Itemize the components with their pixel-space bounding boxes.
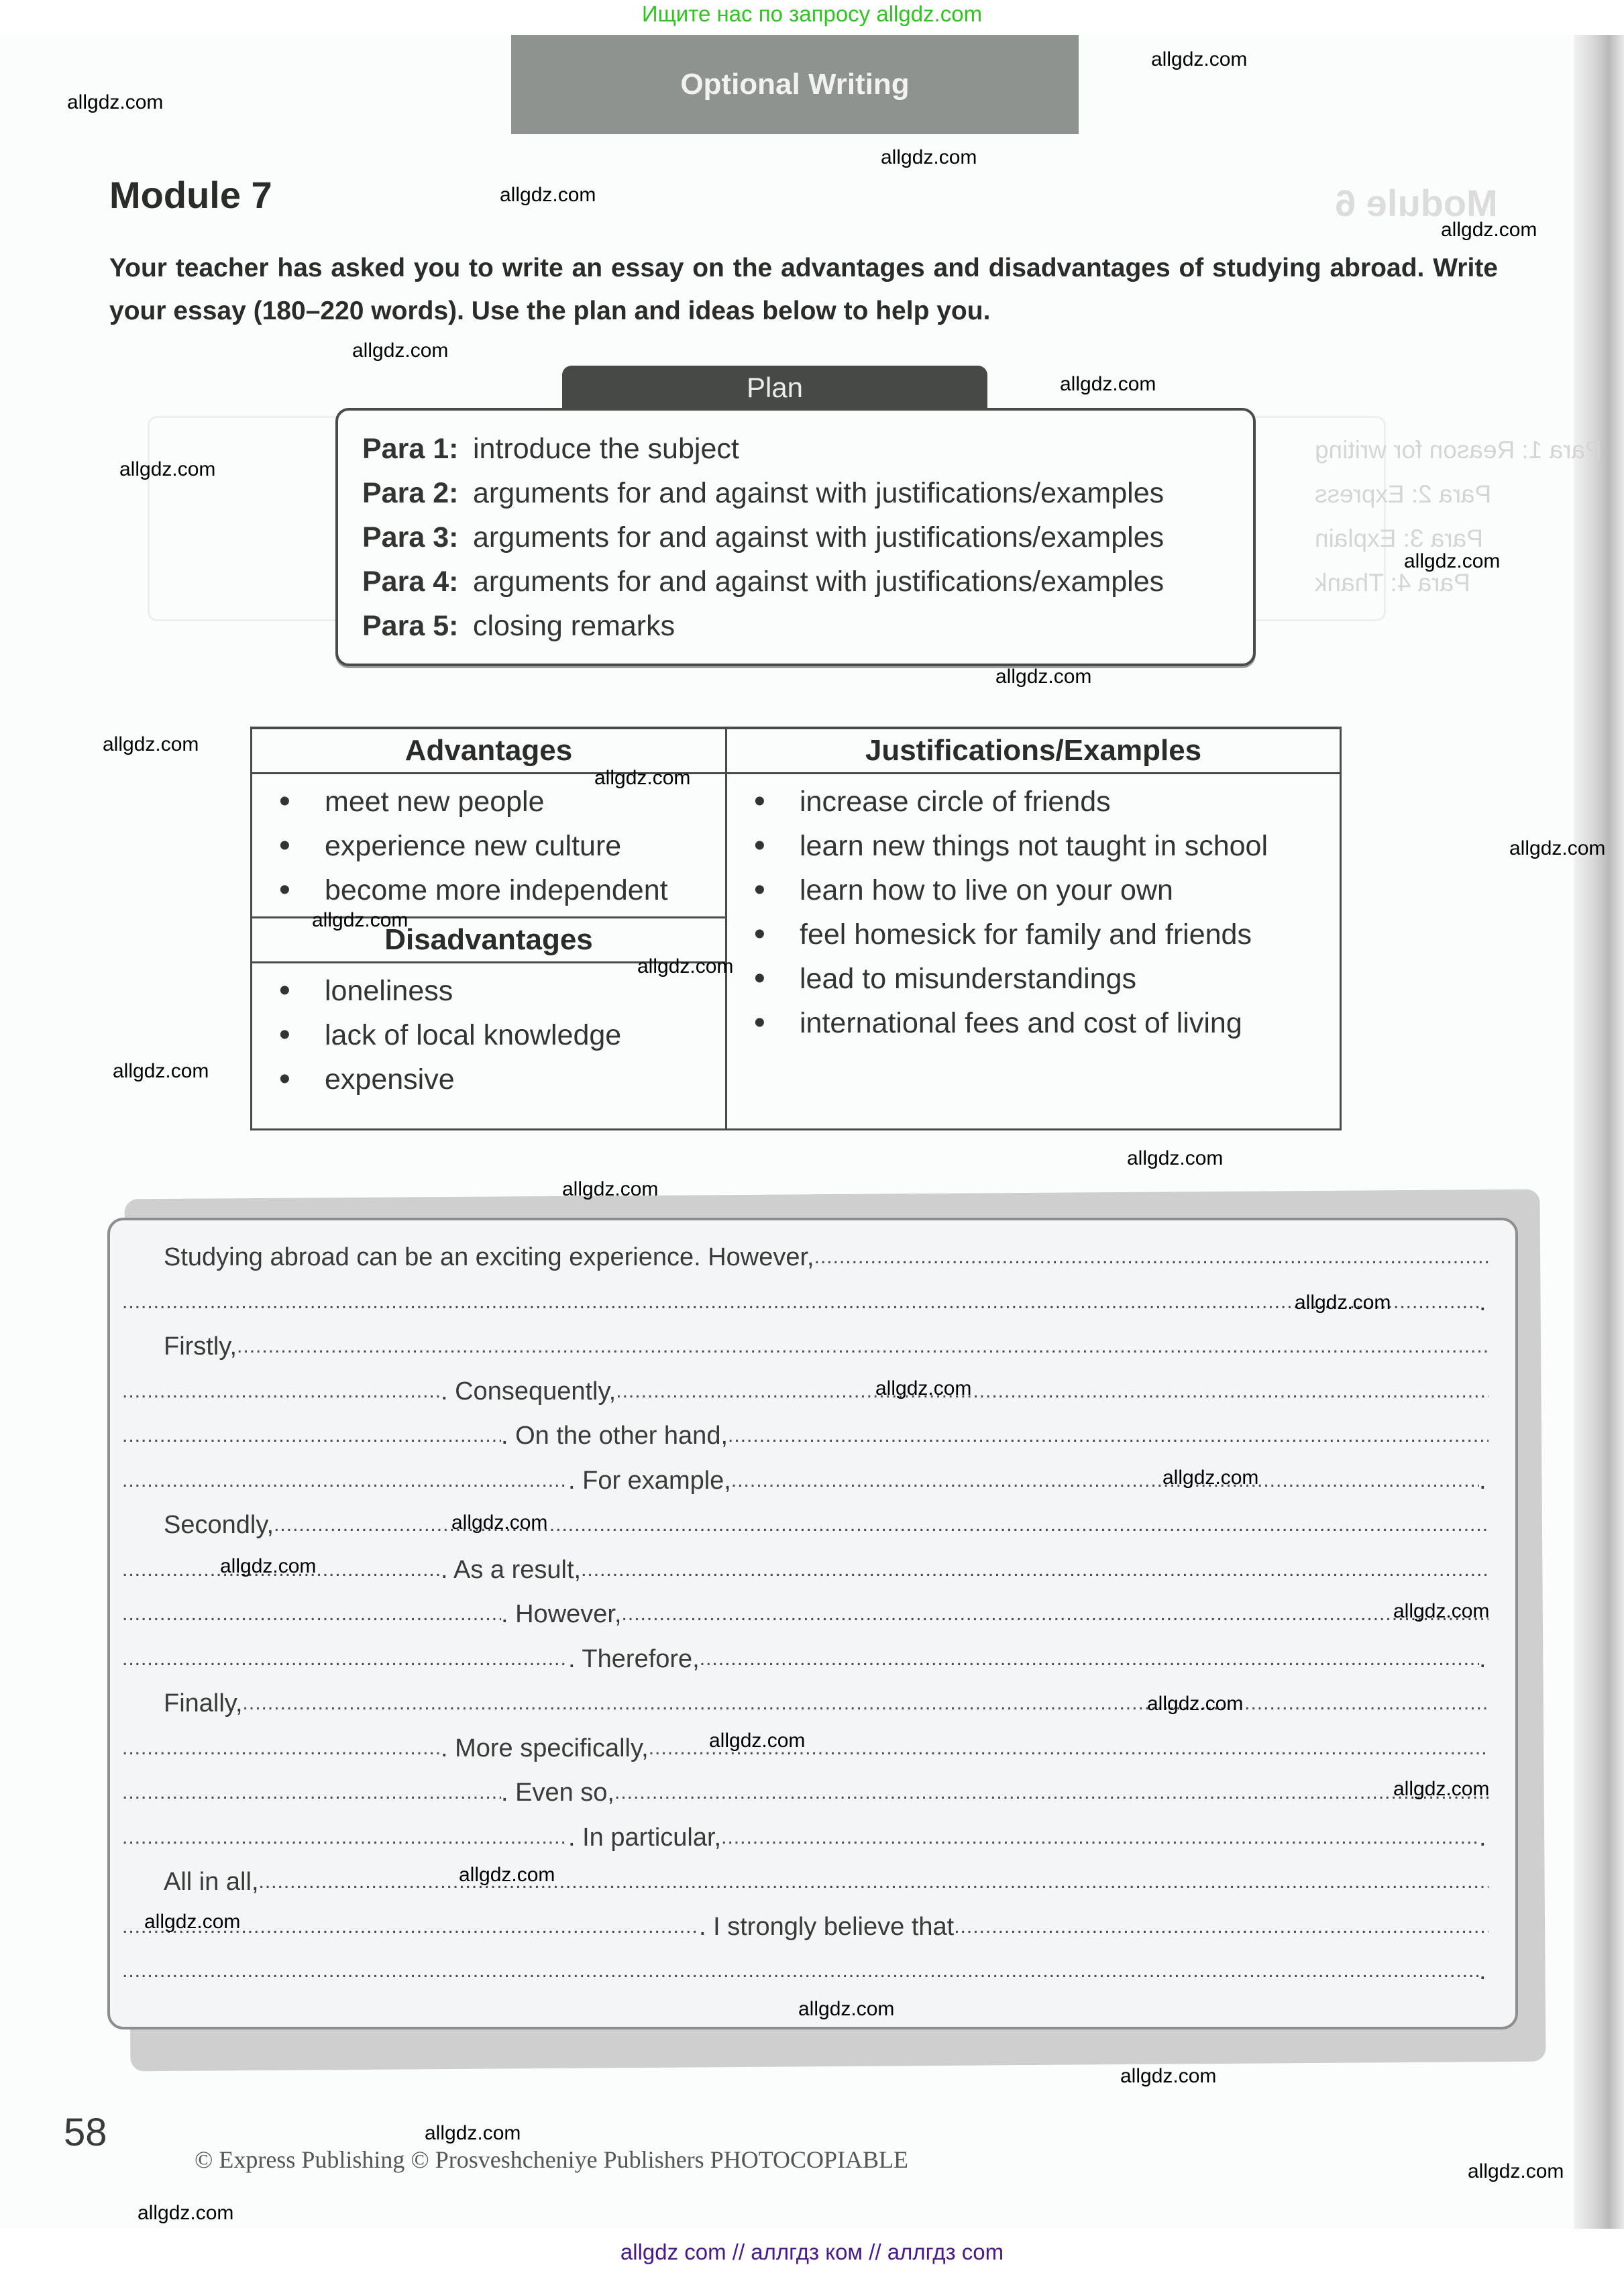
watermark: allgdz.com (138, 2202, 234, 2224)
plan-row (362, 471, 1229, 515)
essay-line[interactable] (122, 1235, 1488, 1280)
watermark: allgdz.com (1404, 550, 1501, 572)
plan-row-label: Para 4: (362, 566, 459, 598)
blank-line[interactable] (122, 1592, 501, 1637)
blank-line[interactable] (814, 1235, 1488, 1280)
blank-line[interactable] (616, 1369, 1488, 1414)
essay-line[interactable] (122, 1280, 1488, 1325)
plan-row-label: Para 3: (362, 521, 459, 553)
task-instructions: Your teacher has asked you to write an essay on the advantages and disadvantages of studying abroad. Write your essay (180–220 words). Use the plan and ideas below to help you. (109, 254, 1498, 325)
essay-prompt: . More specifically, (441, 1734, 649, 1762)
watermark: allgdz.com (1468, 2160, 1564, 2182)
watermark: allgdz.com (1295, 1291, 1391, 1314)
essay-prompt: . In particular, (568, 1823, 722, 1852)
blank-line[interactable] (728, 1414, 1488, 1459)
page-number: 58 (64, 2111, 107, 2154)
watermark: allgdz.com (709, 1730, 806, 1752)
essay-line[interactable] (122, 1459, 1488, 1503)
essay-line[interactable] (122, 1637, 1488, 1682)
advantages-header: Advantages (252, 729, 725, 774)
essay-line[interactable] (122, 1414, 1488, 1459)
blank-line[interactable] (954, 1905, 1488, 1950)
essay-prompt: Studying abroad can be an exciting experience. However, (164, 1243, 814, 1271)
watermark: allgdz.com (562, 1178, 659, 1200)
plan-row (362, 515, 1229, 560)
plan-row (362, 427, 1229, 471)
plan-row (362, 604, 1229, 648)
watermark: allgdz.com (1509, 837, 1606, 859)
watermark: allgdz.com (425, 2122, 521, 2144)
advantage-item: • experience new culture (279, 824, 725, 868)
essay-prompt: All in all, (164, 1868, 259, 1896)
watermark: allgdz.com (220, 1555, 317, 1577)
watermark: allgdz.com (459, 1864, 555, 1886)
justification-item: • increase circle of friends (754, 780, 1340, 824)
line-end-mark: . (1479, 1466, 1486, 1495)
blank-line[interactable] (122, 1280, 1479, 1325)
line-end-mark: . (1479, 1287, 1486, 1316)
plan-row-label: Para 5: (362, 610, 459, 642)
watermark: allgdz.com (1441, 219, 1537, 241)
essay-prompt: . I strongly believe that (699, 1912, 955, 1941)
essay-prompt: Finally, (164, 1689, 243, 1717)
essay-prompt: Firstly, (164, 1332, 237, 1361)
plan-row-text: introduce the subject (473, 433, 739, 465)
watermark: allgdz.com (1147, 1693, 1244, 1715)
watermark: allgdz.com (881, 146, 977, 168)
blank-line[interactable] (122, 1369, 441, 1414)
essay-prompt: . Therefore, (568, 1644, 700, 1673)
section-header-optional-writing (511, 35, 1079, 134)
essay-line[interactable] (122, 1681, 1488, 1726)
ideas-table (250, 727, 1342, 1130)
justification-item: • feel homesick for family and friends (754, 912, 1340, 957)
blank-line[interactable] (731, 1459, 1479, 1503)
ghost-para-row: Para 3: Explain (1315, 525, 1483, 552)
bottom-site-banner[interactable]: allgdz com // аллгдз ком // аллгдз com (620, 2239, 1004, 2264)
justifications-column (727, 729, 1342, 1128)
watermark: allgdz.com (995, 666, 1092, 688)
watermark: allgdz.com (594, 767, 691, 789)
blank-line[interactable] (122, 1815, 568, 1860)
plan-row-label: Para 1: (362, 433, 459, 465)
blank-line[interactable] (122, 1414, 501, 1459)
line-end-mark: . (1479, 1957, 1486, 1985)
justification-item: • international fees and cost of living (754, 1001, 1340, 1045)
essay-line[interactable] (122, 1815, 1488, 1860)
blank-line[interactable] (614, 1770, 1488, 1815)
watermark: allgdz.com (875, 1377, 972, 1399)
essay-prompt: . Consequently, (441, 1377, 616, 1406)
blank-line[interactable] (581, 1548, 1488, 1593)
watermark: allgdz.com (1393, 1778, 1490, 1800)
watermark: allgdz.com (798, 1998, 895, 2020)
essay-line[interactable] (122, 1860, 1488, 1905)
essay-line[interactable] (122, 1369, 1488, 1414)
essay-line[interactable] (122, 1726, 1488, 1771)
essay-line[interactable] (122, 1905, 1488, 1950)
blank-line[interactable] (700, 1637, 1479, 1682)
plan-title: Plan (746, 372, 804, 403)
ghost-para-row: Para 1: Reason for writing (1315, 436, 1602, 464)
essay-prompt: . However, (501, 1600, 622, 1628)
watermark: allgdz.com (103, 733, 199, 755)
essay-prompt: . As a result, (441, 1555, 582, 1584)
disadvantage-item: • loneliness (279, 969, 725, 1013)
watermark: allgdz.com (451, 1512, 548, 1534)
watermark: allgdz.com (67, 91, 164, 113)
blank-line[interactable] (237, 1324, 1488, 1369)
blank-line[interactable] (243, 1681, 1488, 1726)
disadvantage-item: • expensive (279, 1057, 725, 1102)
essay-line[interactable] (122, 1503, 1488, 1548)
plan-box (335, 408, 1256, 666)
advantage-item: • meet new people (279, 780, 725, 824)
essay-prompt: . For example, (568, 1466, 731, 1495)
ghost-para-row: Para 4: Thank (1315, 569, 1470, 596)
page-binding-edge (1574, 35, 1624, 2229)
plan-row-text: arguments for and against with justifications/examples (473, 521, 1165, 553)
blank-line[interactable] (259, 1860, 1489, 1905)
justifications-list (727, 774, 1340, 1045)
justification-item: • learn how to live on your own (754, 868, 1340, 912)
top-search-banner[interactable]: Ищите нас по запросу allgdz.com (641, 1, 983, 26)
plan-row (362, 560, 1229, 604)
watermark: allgdz.com (312, 909, 409, 931)
watermark: allgdz.com (1393, 1600, 1490, 1622)
line-end-mark: . (1479, 1644, 1486, 1673)
essay-prompt: . On the other hand, (501, 1422, 728, 1450)
essay-template-box (107, 1218, 1518, 2029)
plan-row-label: Para 2: (362, 477, 459, 509)
blank-line[interactable] (122, 1949, 1479, 1994)
essay-line[interactable] (122, 1592, 1488, 1637)
copyright-notice: © Express Publishing © Prosveshcheniye Publishers PHOTOCOPIABLE (195, 2146, 909, 2173)
plan-row-text: arguments for and against with justifications/examples (473, 566, 1165, 598)
justifications-header: Justifications/Examples (727, 729, 1340, 774)
plan-tab (562, 366, 987, 410)
watermark: allgdz.com (500, 184, 596, 206)
watermark: allgdz.com (637, 955, 734, 977)
plan-row-text: arguments for and against with justifications/examples (473, 477, 1165, 509)
section-header-label: Optional Writing (680, 68, 910, 101)
essay-line[interactable] (122, 1770, 1488, 1815)
module-title: Module 7 (109, 174, 272, 216)
watermark: allgdz.com (1151, 48, 1248, 70)
disadvantages-header: Disadvantages (252, 916, 725, 963)
ghost-module-heading: Module 6 (1335, 182, 1498, 224)
advantage-item: • become more independent (279, 868, 725, 912)
watermark: allgdz.com (352, 339, 449, 362)
watermark: allgdz.com (119, 458, 216, 480)
blank-line[interactable] (122, 1770, 501, 1815)
line-end-mark: . (1479, 1823, 1486, 1852)
justification-item: • lead to misunderstandings (754, 957, 1340, 1001)
essay-line[interactable] (122, 1949, 1488, 1994)
plan-row-text: closing remarks (473, 610, 675, 642)
essay-prompt: . Even so, (501, 1779, 614, 1807)
watermark: allgdz.com (1060, 373, 1156, 395)
essay-line[interactable] (122, 1548, 1488, 1593)
watermark: allgdz.com (1127, 1147, 1224, 1169)
disadvantages-list (252, 963, 725, 1102)
blank-line[interactable] (122, 1726, 441, 1771)
watermark: allgdz.com (113, 1060, 209, 1082)
advantages-list (252, 774, 725, 912)
watermark: allgdz.com (1162, 1467, 1259, 1489)
blank-line[interactable] (122, 1637, 568, 1682)
ghost-para-row: Para 2: Express (1315, 480, 1492, 508)
essay-prompt: Secondly, (164, 1511, 274, 1539)
watermark: allgdz.com (1120, 2065, 1217, 2087)
disadvantage-item: • lack of local knowledge (279, 1013, 725, 1057)
essay-line[interactable] (122, 1324, 1488, 1369)
blank-line[interactable] (122, 1459, 568, 1503)
watermark: allgdz.com (144, 1911, 241, 1933)
justification-item: • learn new things not taught in school (754, 824, 1340, 868)
blank-line[interactable] (721, 1815, 1479, 1860)
blank-line[interactable] (622, 1592, 1488, 1637)
